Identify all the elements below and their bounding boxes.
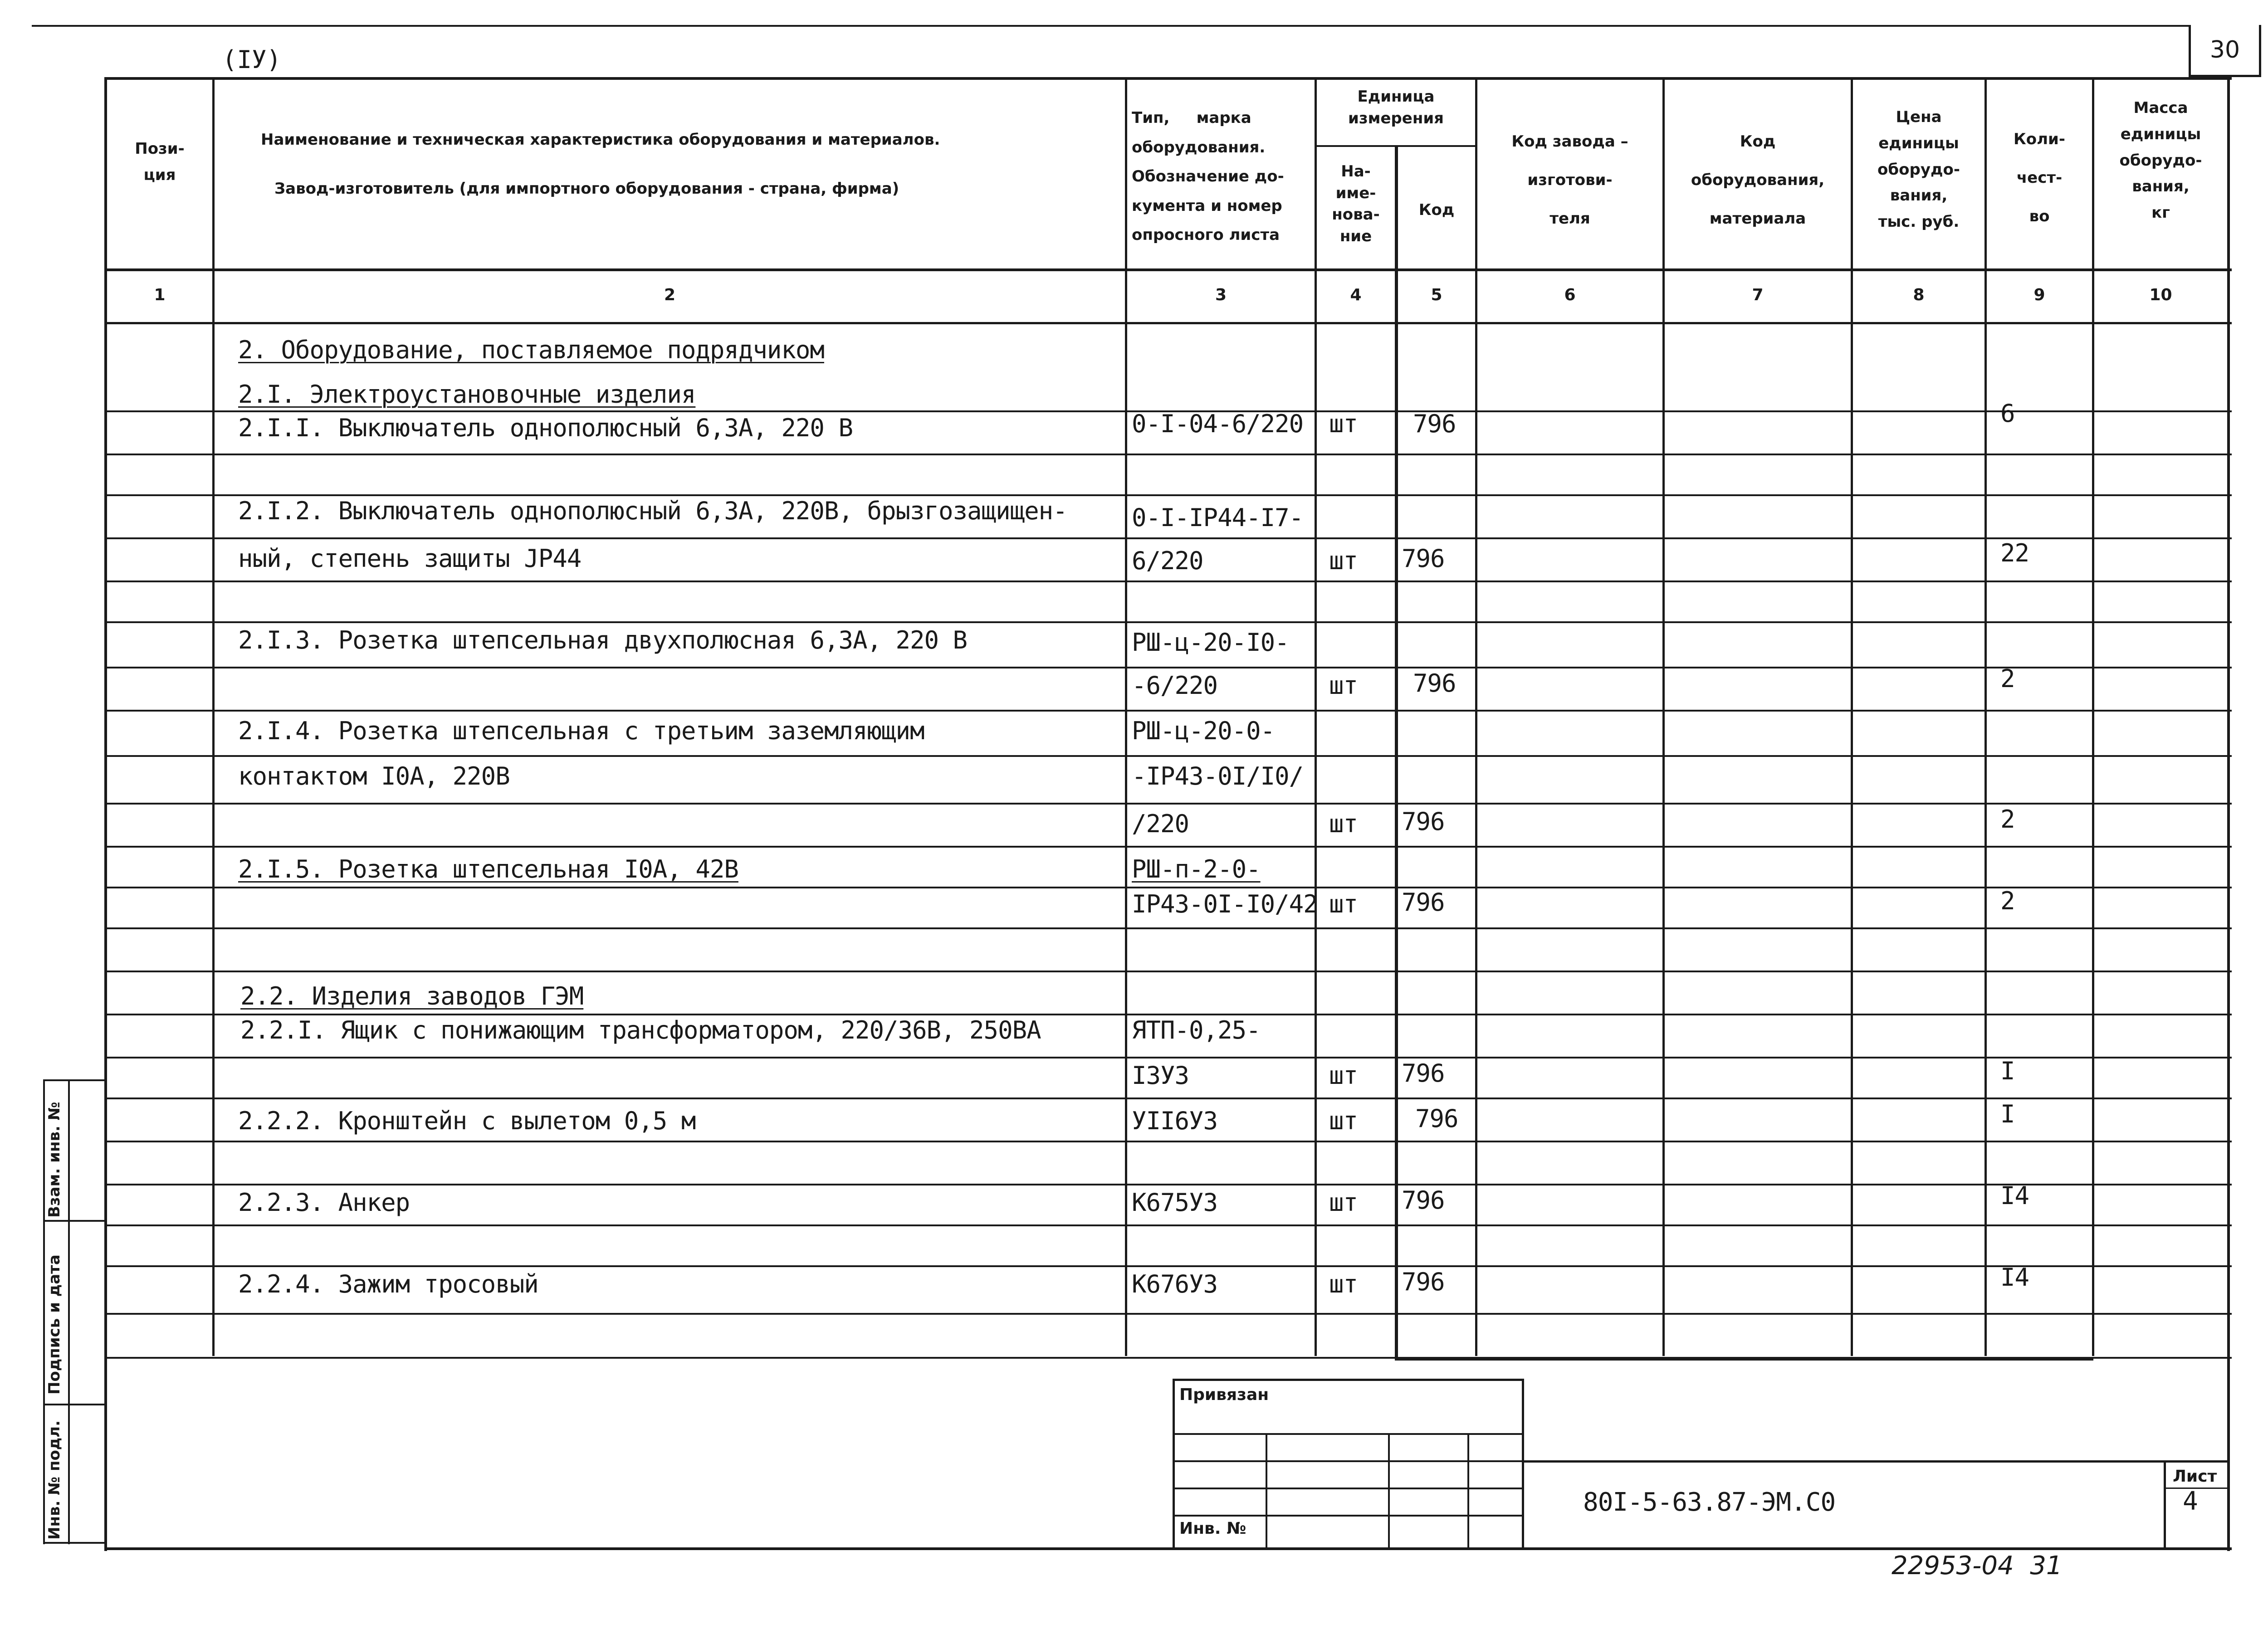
header-position: Пози- ция: [135, 140, 185, 184]
colnum-7: 7: [1752, 286, 1764, 304]
row-type: РШ-п-2-0-: [1132, 855, 1261, 883]
row-name: 2.I.3. Розетка штепсельная двухполюсная 6,3А, 220 В: [238, 626, 968, 654]
row-type: 6/220: [1132, 546, 1203, 575]
row-type: ЯТП-0,25-: [1132, 1016, 1261, 1044]
row-type: -IP43-0I/I0/: [1132, 762, 1304, 790]
row-name: 2.2.3. Анкер: [238, 1188, 410, 1217]
header-type: Тип, марка оборудования. Обозначение до- кумента и номер опросного листа: [1132, 109, 1284, 244]
subsection-heading: 2.I. Электроустановочные изделия: [238, 380, 696, 409]
colnum-5: 5: [1431, 286, 1442, 304]
section-mark: (IУ): [222, 45, 282, 74]
row-name: ный, степень защиты JP44: [238, 544, 582, 573]
row-unit: шт: [1329, 410, 1358, 438]
row-code: 796: [1402, 1186, 1445, 1215]
row-name: 2.I.5. Розетка штепсельная I0А, 42В: [238, 855, 738, 883]
row-qty: I4: [2000, 1263, 2029, 1292]
row-type: К676У3: [1132, 1270, 1218, 1298]
row-name: 2.I.4. Розетка штепсельная с третьим заземляющим: [238, 717, 924, 745]
colnum-3: 3: [1215, 286, 1227, 304]
row-unit: шт: [1329, 810, 1358, 838]
row-code: 796: [1402, 544, 1445, 573]
row-code: 796: [1402, 1059, 1445, 1088]
header-mass: Масса единицы оборудо- вания, кг: [2119, 99, 2202, 222]
row-type: 0-I-04-6/220: [1132, 410, 1304, 438]
header-unit-group: Единица измерения: [1348, 88, 1444, 127]
row-type: /220: [1132, 810, 1189, 838]
row-type: К675У3: [1132, 1188, 1218, 1217]
colnum-10: 10: [2149, 286, 2172, 304]
colnum-4: 4: [1350, 286, 1362, 304]
header-name-line1: Наименование и техническая характеристика оборудования и материалов.: [261, 131, 940, 149]
row-name: 2.2.I. Ящик с понижающим трансформатором, 220/36В, 250ВА: [240, 1016, 1041, 1044]
row-qty: I4: [2000, 1181, 2029, 1210]
stamp-inv-no: Инв. №: [1179, 1519, 1246, 1538]
colnum-6: 6: [1564, 286, 1576, 304]
side-label-vzam: Взам. инв. №: [45, 1102, 64, 1218]
header-factory-code: Код завода – изготови- теля: [1511, 132, 1628, 228]
row-code: 796: [1415, 1104, 1458, 1133]
row-code: 796: [1402, 888, 1445, 917]
row-type: IP43-0I-I0/42: [1132, 890, 1318, 918]
header-price: Цена единицы оборудо- вания, тыс. руб.: [1877, 108, 1960, 231]
header-quantity: Коли- чест- во: [2014, 130, 2065, 225]
header-equipment-code: Код оборудования, материала: [1691, 132, 1825, 228]
row-unit: шт: [1329, 1270, 1358, 1298]
subsection-heading: 2.2. Изделия заводов ГЭМ: [240, 982, 584, 1010]
archive-number: 22953-04 31: [1892, 1551, 2063, 1580]
row-unit: шт: [1329, 671, 1358, 700]
row-type: 0-I-IP44-I7-: [1132, 503, 1304, 532]
row-unit: шт: [1329, 1188, 1358, 1217]
header-name-line2: Завод-изготовитель (для импортного оборудования - страна, фирма): [274, 180, 899, 198]
row-qty: 6: [2000, 399, 2015, 428]
row-type: РШ-ц-20-0-: [1132, 717, 1275, 745]
row-qty: I: [2000, 1057, 2015, 1085]
side-label-podpis: Подпись и дата: [45, 1254, 64, 1395]
row-code: 796: [1402, 807, 1445, 836]
colnum-9: 9: [2033, 286, 2045, 304]
row-name: контактом I0А, 220В: [238, 762, 510, 790]
row-name: 2.2.2. Кронштейн с вылетом 0,5 м: [238, 1107, 696, 1135]
section-heading: 2. Оборудование, поставляемое подрядчиком: [238, 336, 824, 364]
row-type: -6/220: [1132, 671, 1218, 700]
row-code: 796: [1413, 669, 1456, 697]
side-label-inv-podl: Инв. № подл.: [45, 1420, 64, 1540]
row-type: УII6У3: [1132, 1107, 1218, 1135]
sheet-label: Лист: [2173, 1467, 2217, 1486]
row-qty: 2: [2000, 887, 2015, 915]
colnum-1: 1: [154, 286, 166, 304]
row-unit: шт: [1329, 1061, 1358, 1090]
header-unit-code: Код: [1418, 201, 1455, 219]
row-qty: 2: [2000, 805, 2015, 834]
colnum-2: 2: [664, 286, 676, 304]
row-unit: шт: [1329, 1107, 1358, 1135]
row-unit: шт: [1329, 546, 1358, 575]
row-name: 2.2.4. Зажим тросовый: [238, 1270, 538, 1298]
stamp-privyazan: Привязан: [1179, 1385, 1269, 1404]
row-qty: I: [2000, 1100, 2015, 1128]
row-name: 2.I.I. Выключатель однополюсный 6,3А, 220 В: [238, 414, 853, 442]
row-type: I3У3: [1132, 1061, 1189, 1090]
sheet-number: 4: [2183, 1487, 2198, 1516]
row-name: 2.I.2. Выключатель однополюсный 6,3А, 220В, брызгозащищен-: [238, 497, 1067, 525]
document-code: 80I-5-63.87-ЭМ.С0: [1583, 1488, 1836, 1517]
row-qty: 22: [2000, 539, 2029, 567]
row-code: 796: [1413, 410, 1456, 438]
row-qty: 2: [2000, 664, 2015, 693]
colnum-8: 8: [1913, 286, 1925, 304]
row-type: РШ-ц-20-I0-: [1132, 628, 1289, 657]
page-number: 30: [2209, 36, 2240, 63]
header-unit-name: На- име- нова- ние: [1332, 162, 1380, 245]
row-code: 796: [1402, 1268, 1445, 1296]
row-unit: шт: [1329, 890, 1358, 918]
